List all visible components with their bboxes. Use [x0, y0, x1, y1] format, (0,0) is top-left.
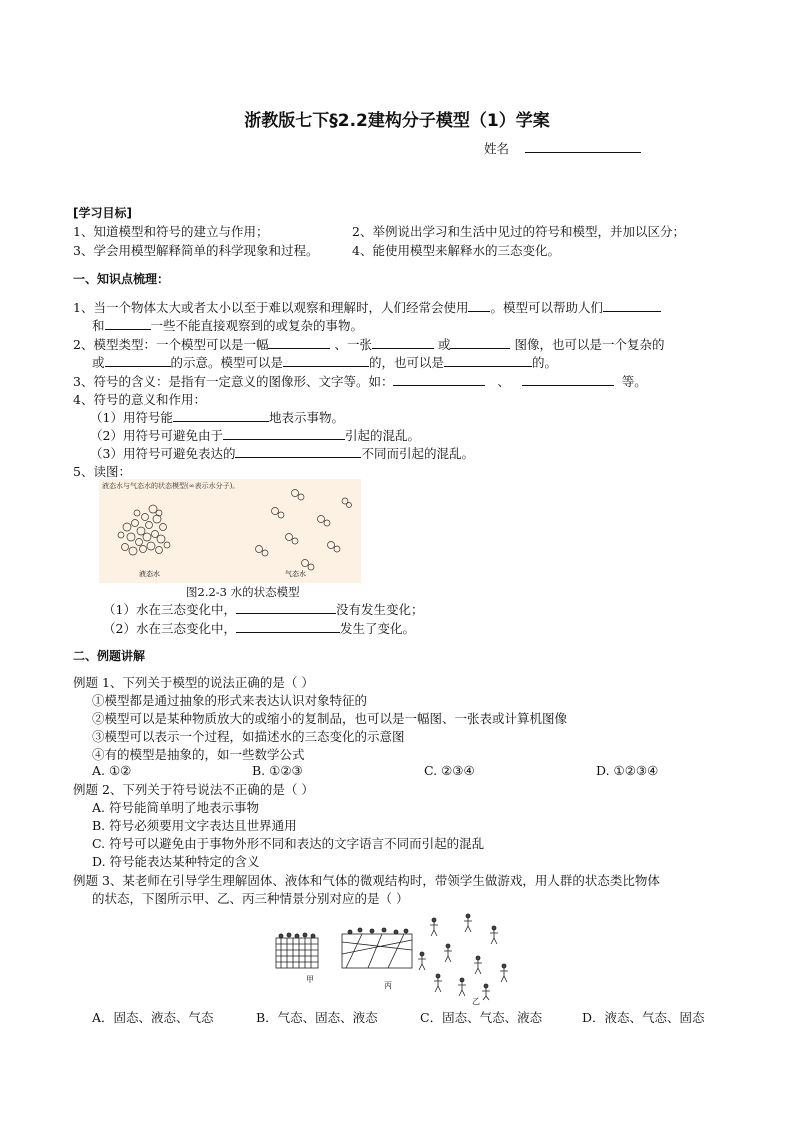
section1-heading: 一、知识点梳理：: [73, 272, 170, 286]
name-field: [484, 139, 641, 157]
liquid-label: 液态水: [139, 570, 160, 578]
q2-blank-6[interactable]: [444, 354, 532, 367]
objective-1: 1、知道模型和符号的建立与作用；: [73, 224, 269, 239]
q1-blank-1[interactable]: [468, 299, 490, 312]
ex1-option-a[interactable]: A. ①②: [92, 763, 132, 778]
ex2-stem: 例题 2、下列关于符号说法不正确的是（ ）: [73, 782, 314, 797]
objective-3: 3、学会用模型解释简单的科学现象和过程。: [73, 243, 319, 258]
figure-header: 液态水与气态水的状态模型(∞表示水分子)。: [102, 482, 240, 490]
objective-2: 2、举例说出学习和生活中见过的符号和模型，并加以区分；: [352, 224, 685, 239]
label-jia: 甲: [306, 975, 314, 984]
ex1-stem: 例题 1、下列关于模型的说法正确的是（ ）: [73, 675, 314, 690]
q2-blank-5[interactable]: [283, 354, 369, 367]
q1-blank-2[interactable]: [603, 299, 661, 312]
q2-blank-1[interactable]: [268, 336, 330, 349]
q1-blank-3[interactable]: [105, 317, 151, 330]
ex3-option-b[interactable]: B．气态、固态、液态: [256, 1010, 378, 1025]
gas-label: 气态水: [285, 570, 306, 578]
gas-molecules: [256, 490, 352, 571]
q5-sub1: （1）水在三态变化中， 没有发生变化；: [103, 602, 424, 617]
ex1-statement-4: ④有的模型是抽象的，如一些数学公式: [92, 747, 305, 762]
q2-line1: 2、模型类型：一个模型可以是一幅 、一张 或 图像，也可以是一个复杂的: [73, 337, 665, 352]
water-state-figure: [99, 479, 361, 583]
ex2-option-a[interactable]: A. 符号能简单明了地表示事物: [92, 800, 259, 815]
ex3-option-c[interactable]: C．固态、气态、液态: [420, 1010, 543, 1025]
q1-line1: 1、当一个物体太大或者太小以至于难以观察和理解时，人们经常会使用 。模型可以帮助人们: [73, 298, 661, 316]
q2-blank-2[interactable]: [372, 336, 434, 349]
ex1-statement-1: ①模型都是通过抽象的形式来表达认识对象特征的: [92, 693, 368, 708]
q1-line2: 和 一些不能直接观察到的或复杂的事物。: [92, 318, 364, 333]
crowd-jia: [276, 933, 318, 968]
ex3-stem-line1: 例题 3、某老师在引导学生理解固体、液体和气体的微观结构时，带领学生做游戏，用人群的状态类比物体: [73, 873, 660, 888]
q4-sub1: （1）用符号能 地表示事物。: [90, 410, 344, 425]
ex1-option-b[interactable]: B. ①②③: [252, 763, 303, 778]
q2-line2: 或 的示意。模型可以是 的，也可以是 的。: [92, 355, 558, 370]
ex2-option-d[interactable]: D. 符号能表达某种特定的含义: [92, 854, 260, 869]
q5-sub2: （2）水在三态变化中， 发生了变化。: [103, 621, 415, 636]
label-yi: 乙: [472, 997, 480, 1006]
liquid-molecules: [118, 505, 170, 555]
q3-blank-1[interactable]: [393, 373, 485, 386]
ex1-statement-2: ②模型可以是某种物质放大的或缩小的复制品，也可以是一幅图、一张表或计算机图像: [92, 711, 568, 726]
name-label: 姓名: [484, 141, 510, 156]
q5-blank-2[interactable]: [236, 620, 340, 633]
q2-blank-3[interactable]: [450, 336, 510, 349]
figure-caption: 图2.2-3 水的状态模型: [186, 585, 300, 599]
ex2-option-b[interactable]: B. 符号必须要用文字表达且世界通用: [92, 818, 297, 833]
crowd-yi: [418, 914, 508, 1000]
q4-sub2: （2）用符号可避免由于 引起的混乱。: [90, 428, 420, 443]
q4-sub3: （3）用符号可避免表达的 不同而引起的混乱。: [90, 446, 474, 461]
objective-4: 4、能使用模型来解释水的三态变化。: [352, 243, 560, 258]
molecule-diagram: [99, 479, 361, 583]
water-molecule-icon: ∞: [188, 482, 195, 490]
q3-blank-2[interactable]: [522, 373, 614, 386]
crowd-bing: [342, 928, 412, 968]
objectives-heading: [学习目标]: [73, 206, 132, 220]
q3-line: 3、符号的含义：是指有一定意义的图像形、文字等。如： 、 等。: [73, 374, 647, 389]
ex1-option-c[interactable]: C. ②③④: [424, 763, 475, 778]
ex3-stem-line2: 的状态，下图所示甲、乙、丙三种情景分别对应的是（ ）: [92, 891, 409, 906]
name-blank[interactable]: [525, 140, 641, 153]
section2-heading: 二、例题讲解: [73, 649, 146, 663]
q2-blank-4[interactable]: [105, 354, 171, 367]
label-bing: 丙: [384, 981, 392, 990]
crowd-figure: [272, 910, 528, 1002]
ex3-option-a[interactable]: A．固态、液态、气态: [92, 1010, 214, 1025]
q4-blank-3[interactable]: [235, 445, 361, 458]
q5-heading: 5、读图：: [73, 464, 131, 479]
q4-heading: 4、符号的意义和作用：: [73, 392, 206, 407]
q4-blank-2[interactable]: [223, 427, 345, 440]
ex1-statement-3: ③模型可以表示一个过程，如描述水的三态变化的示意图: [92, 729, 405, 744]
ex2-option-c[interactable]: C. 符号可以避免由于事物外形不同和表达的文字语言不同而引起的混乱: [92, 836, 485, 851]
ex1-option-d[interactable]: D. ①②③④: [596, 763, 659, 778]
q4-blank-1[interactable]: [173, 409, 269, 422]
q5-blank-1[interactable]: [236, 601, 336, 614]
page-title: 浙教版七下§2.2建构分子模型（1）学案: [244, 111, 550, 131]
ex3-option-d[interactable]: D．液态、气态、固态: [582, 1010, 705, 1025]
